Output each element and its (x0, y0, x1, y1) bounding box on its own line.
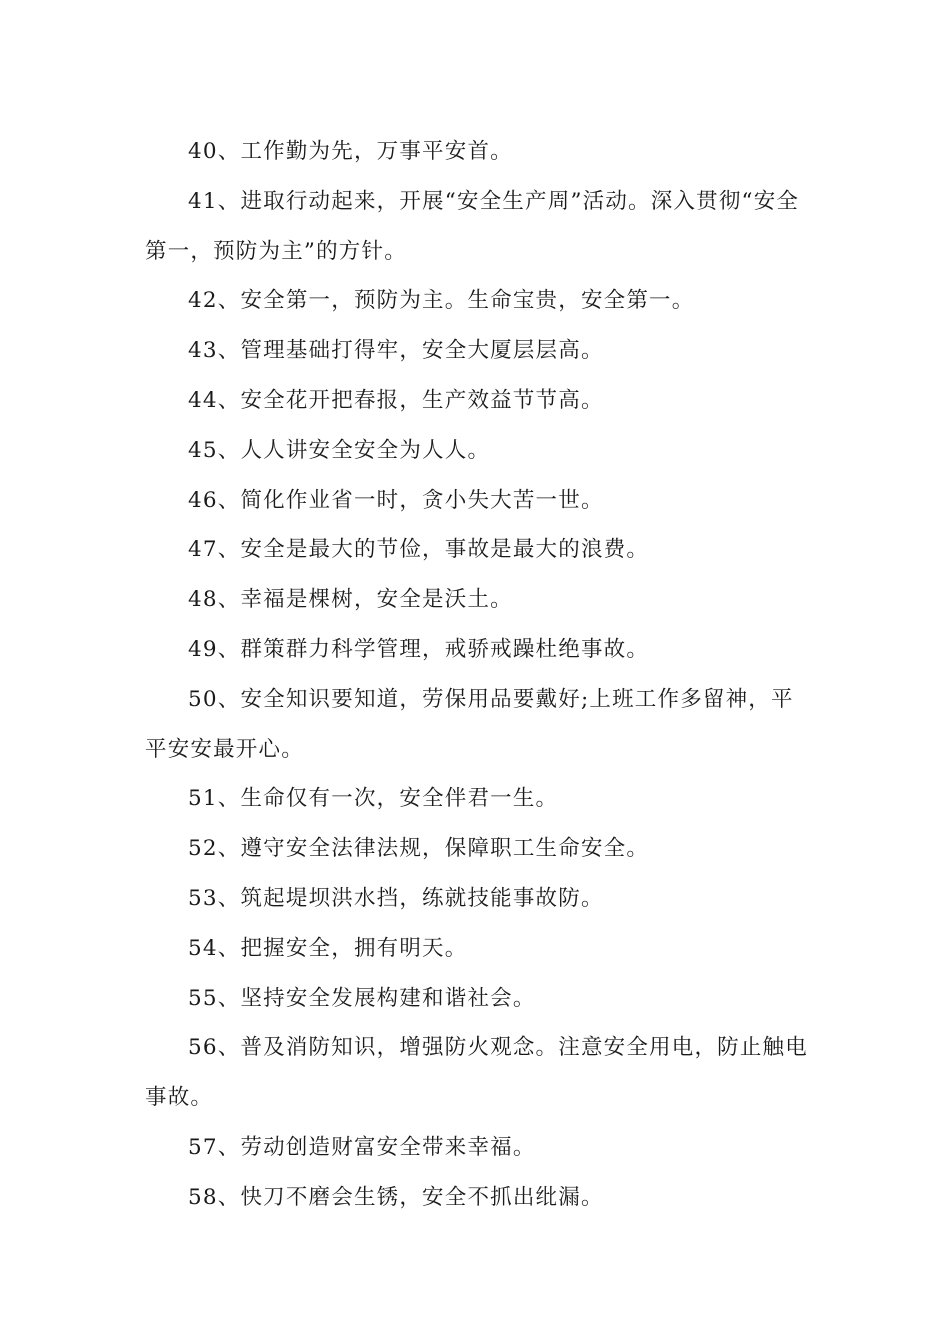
slogan-item-51: 51、生命仅有一次，安全伴君一生。 (188, 786, 559, 812)
slogan-item-56: 56、普及消防知识，增强防火观念。注意安全用电，防止触电事故。 (145, 1035, 808, 1111)
slogan-item-44: 44、安全花开把春报，生产效益节节高。 (188, 387, 604, 413)
slogan-item-45: 45、人人讲安全安全为人人。 (188, 437, 491, 463)
slogan-item-46: 46、简化作业省一时，贪小失大苦一世。 (188, 487, 604, 513)
slogan-item-40: 40、工作勤为先，万事平安首。 (188, 139, 513, 164)
slogan-item-49: 49、群策群力科学管理，戒骄戒躁杜绝事故。 (188, 636, 650, 662)
slogan-item-47: 47、安全是最大的节俭，事故是最大的浪费。 (188, 537, 650, 563)
slogan-item-41: 41、进取行动起来，开展“安全生产周”活动。深入贯彻“安全第一，预防为主”的方针。 (145, 188, 800, 264)
slogan-item-55: 55、坚持安全发展构建和谐社会。 (188, 985, 536, 1011)
slogan-item-50: 50、安全知识要知道，劳保用品要戴好;上班工作多留神，平平安安最开心。 (145, 686, 794, 762)
slogan-item-54: 54、把握安全，拥有明天。 (188, 935, 468, 961)
slogan-item-57: 57、劳动创造财富安全带来幸福。 (188, 1134, 536, 1160)
slogan-item-43: 43、管理基础打得牢，安全大厦层层高。 (188, 338, 604, 364)
slogan-item-42: 42、安全第一，预防为主。生命宝贵，安全第一。 (188, 288, 695, 314)
slogan-item-52: 52、遵守安全法律法规，保障职工生命安全。 (188, 836, 650, 862)
slogan-item-58: 58、快刀不磨会生锈，安全不抓出纰漏。 (188, 1184, 604, 1210)
slogan-list (145, 127, 815, 1223)
slogan-item-48: 48、幸福是棵树，安全是沃土。 (188, 587, 513, 613)
slogan-item-53: 53、筑起堤坝洪水挡，练就技能事故防。 (188, 885, 604, 911)
